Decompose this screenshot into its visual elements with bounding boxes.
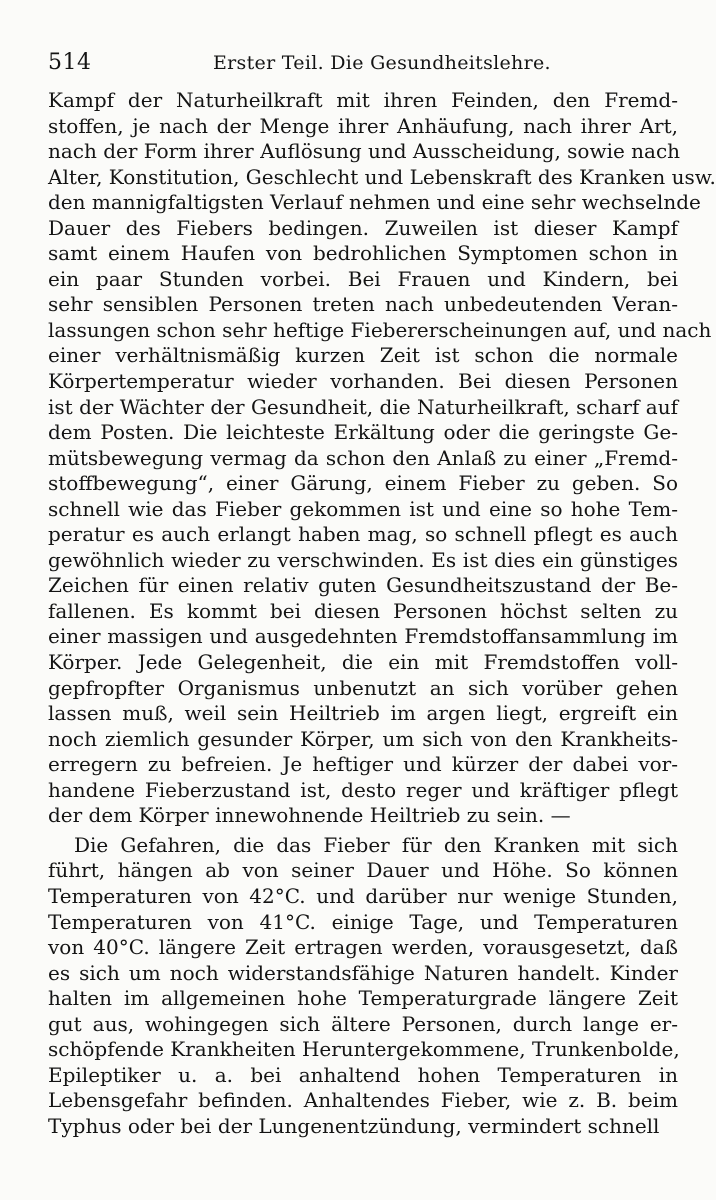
text-line: ist der Wächter der Gesundheit, die Naturheilkraft, scharf auf [48, 394, 678, 419]
text-line: nach der Form ihrer Auflösung und Ausscheidung, sowie nach [48, 139, 681, 164]
text-line: noch ziemlich gesunder Körper, um sich von den Krankheits- [48, 726, 678, 751]
paragraph [48, 833, 678, 1140]
text-line: Kampf der Naturheilkraft mit ihren Feinden, den Fremd- [48, 88, 678, 112]
text-line: handene Fieberzustand ist, desto reger und kräftiger pflegt [48, 777, 678, 802]
running-head: Erster Teil. Die Gesundheitslehre. [213, 52, 551, 74]
text-line: stoffen, je nach der Menge ihrer Anhäufung, nach ihrer Art, [48, 113, 678, 138]
text-line: Lebensgefahr befinden. Anhaltendes Fieber, wie z. B. beim [48, 1088, 678, 1113]
text-line: einer verhältnismäßig kurzen Zeit ist schon die normale [48, 343, 678, 368]
text-line: Alter, Konstitution, Geschlecht und Lebenskraft des Kranken usw. [48, 164, 716, 189]
text-line: peratur es auch erlangt haben mag, so schnell pflegt es auch [48, 522, 678, 547]
text-line: den mannigfaltigsten Verlauf nehmen und eine sehr wechselnde [48, 190, 701, 215]
text-line: gepfropfter Organismus unbenutzt an sich vorüber gehen [48, 675, 678, 700]
text-line: schöpfende Krankheiten Heruntergekommene, Trunkenbolde, [48, 1037, 680, 1062]
text-line: lassungen schon sehr heftige Fiebererscheinungen auf, und nach [48, 317, 712, 342]
text-line: Zeichen für einen relativ guten Gesundheitszustand der Be- [48, 573, 678, 598]
text-line: von 40°C. längere Zeit ertragen werden, vorausgesetzt, daß [48, 935, 678, 960]
text-line: samt einem Haufen von bedrohlichen Symptomen schon in [48, 241, 678, 266]
text-line: Temperaturen von 42°C. und darüber nur wenige Stunden, [48, 883, 678, 908]
text-line: es sich um noch widerstandsfähige Naturen handelt. Kinder [48, 960, 678, 985]
text-line: Körpertemperatur wieder vorhanden. Bei diesen Personen [48, 369, 678, 394]
text-line: Temperaturen von 41°C. einige Tage, und Temperaturen [48, 909, 678, 934]
paragraph [48, 88, 716, 829]
text-line: Dauer des Fiebers bedingen. Zuweilen ist dieser Kampf [48, 215, 678, 240]
text-line: fallenen. Es kommt bei diesen Personen höchst selten zu [48, 598, 678, 623]
text-line: lassen muß, weil sein Heiltrieb im argen liegt, ergreift ein [48, 701, 678, 726]
text-line: führt, hängen ab von seiner Dauer und Höhe. So können [48, 858, 678, 883]
text-line: erregern zu befreien. Je heftiger und kürzer der dabei vor- [48, 752, 678, 777]
text-line: Körper. Jede Gelegenheit, die ein mit Fremdstoffen voll- [48, 650, 678, 675]
text-line: mütsbewegung vermag da schon den Anlaß zu einer „Fremd- [48, 445, 678, 470]
text-line: gewöhnlich wieder zu verschwinden. Es ist dies ein günstiges [48, 547, 678, 572]
text-line: ein paar Stunden vorbei. Bei Frauen und Kindern, bei [48, 266, 678, 291]
text-line: sehr sensiblen Personen treten nach unbedeutenden Veran- [48, 292, 678, 317]
text-line: Die Gefahren, die das Fieber für den Kranken mit sich [74, 832, 678, 857]
body-text [48, 88, 716, 1139]
text-line: dem Posten. Die leichteste Erkältung oder die geringste Ge- [48, 420, 678, 445]
text-line: schnell wie das Fieber gekommen ist und eine so hohe Tem- [48, 496, 678, 521]
text-line: einer massigen und ausgedehnten Fremdstoffansammlung im [48, 624, 678, 649]
text-line: der dem Körper innewohnende Heiltrieb zu sein. — [48, 803, 571, 828]
text-line: halten im allgemeinen hohe Temperaturgrade längere Zeit [48, 986, 678, 1011]
page-number: 514 [48, 50, 92, 75]
text-line: Epileptiker u. a. bei anhaltend hohen Temperaturen in [48, 1062, 678, 1087]
text-line: gut aus, wohingegen sich ältere Personen, durch lange er- [48, 1011, 678, 1036]
text-line: stoffbewegung“, einer Gärung, einem Fieber zu geben. So [48, 471, 678, 496]
text-line: Typhus oder bei der Lungenentzündung, vermindert schnell [48, 1113, 660, 1138]
page-header [48, 50, 678, 82]
